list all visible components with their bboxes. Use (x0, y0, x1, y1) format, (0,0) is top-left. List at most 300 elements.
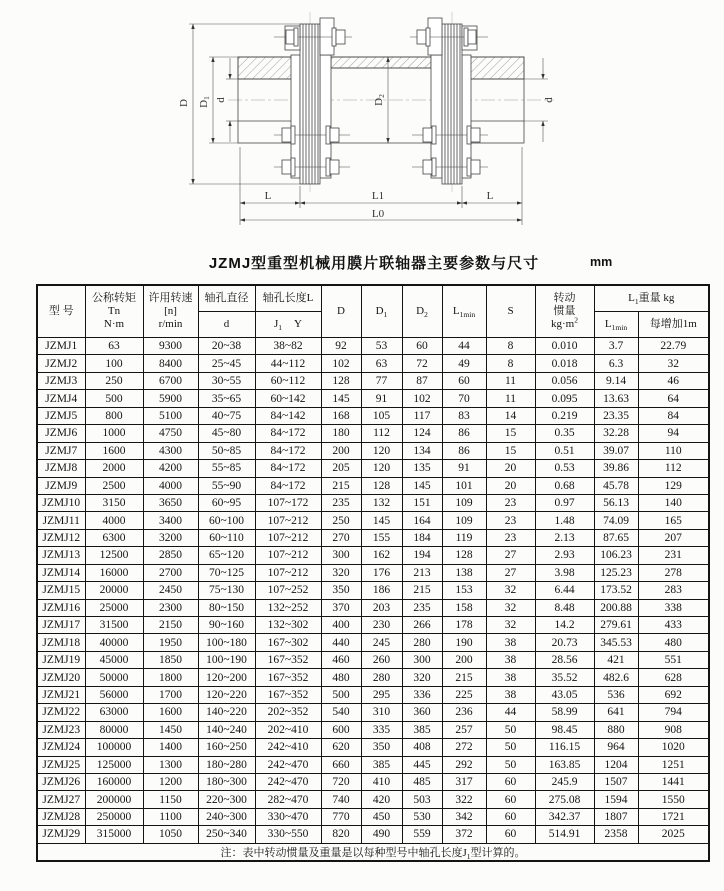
table-row (37, 721, 709, 738)
dim-label-L-right: L (486, 190, 494, 202)
table-cell: 167~352 (255, 651, 321, 668)
table-cell: 300 (321, 547, 361, 564)
table-cell: 1507 (594, 773, 638, 790)
table-cell: 282~470 (255, 791, 321, 808)
table-cell: 1204 (594, 756, 638, 773)
table-cell: 132~302 (255, 617, 321, 634)
table-cell: 266 (402, 617, 442, 634)
table-cell: JZMJ7 (37, 442, 85, 459)
table-cell: 16000 (85, 564, 143, 581)
table-row (37, 372, 709, 389)
table-cell: 350 (361, 739, 402, 756)
table-cell: 207 (638, 529, 709, 546)
table-cell: 3.7 (594, 338, 638, 355)
table-cell: 100000 (85, 739, 143, 756)
table-row (37, 686, 709, 703)
table-cell: 480 (638, 634, 709, 651)
table-cell: 38~82 (255, 338, 321, 355)
col-header-D2: $D_2$ (402, 285, 442, 338)
table-cell: 32.28 (594, 425, 638, 442)
table-cell: 44~112 (255, 355, 321, 372)
table-cell: 60 (486, 773, 535, 790)
table-cell: 167~302 (255, 634, 321, 651)
table-cell: 440 (321, 634, 361, 651)
table-cell: 84~172 (255, 425, 321, 442)
table-row (37, 669, 709, 686)
table-cell: 536 (594, 686, 638, 703)
table-cell: 40~75 (198, 407, 255, 424)
table-cell: 400 (321, 617, 361, 634)
table-cell: 1450 (143, 721, 198, 738)
table-cell: 2.93 (535, 547, 594, 564)
table-cell: 420 (361, 791, 402, 808)
table-cell: JZMJ29 (37, 826, 85, 843)
table-cell: 250 (321, 512, 361, 529)
table-cell: 800 (85, 407, 143, 424)
table-cell: JZMJ15 (37, 582, 85, 599)
spec-table-header (37, 285, 709, 338)
table-cell: 107~172 (255, 494, 321, 511)
table-cell: JZMJ3 (37, 372, 85, 389)
table-cell: 2500 (85, 477, 143, 494)
table-cell: 80000 (85, 721, 143, 738)
col-header-bore-group: 轴孔直径 (198, 285, 255, 312)
table-cell: 167~352 (255, 686, 321, 703)
table-cell: JZMJ12 (37, 529, 85, 546)
table-cell: 77 (361, 372, 402, 389)
table-cell: 322 (442, 791, 486, 808)
table-cell: 245.9 (535, 773, 594, 790)
table-cell: 180 (321, 425, 361, 442)
table-cell: 160~250 (198, 739, 255, 756)
table-cell: 490 (361, 826, 402, 843)
table-cell: 482.6 (594, 669, 638, 686)
table-cell: 242~470 (255, 773, 321, 790)
table-cell: 80~150 (198, 599, 255, 616)
table-cell: 1100 (143, 808, 198, 825)
table-cell: 38 (486, 686, 535, 703)
table-cell: 53 (361, 338, 402, 355)
table-cell: JZMJ4 (37, 390, 85, 407)
table-cell: 110 (638, 442, 709, 459)
table-row (37, 617, 709, 634)
table-cell: 38 (486, 634, 535, 651)
table-cell: 0.51 (535, 442, 594, 459)
table-cell: 5900 (143, 390, 198, 407)
table-cell: 5100 (143, 407, 198, 424)
table-cell: 4200 (143, 460, 198, 477)
table-cell: 30~55 (198, 372, 255, 389)
table-cell: 194 (402, 547, 442, 564)
table-row (37, 564, 709, 581)
col-header-D1: $D_1$ (361, 285, 402, 338)
col-header-J1Y: $J_1$ Y (255, 312, 321, 338)
table-cell: 6.3 (594, 355, 638, 372)
table-cell: 9.14 (594, 372, 638, 389)
table-cell: 60 (402, 338, 442, 355)
table-cell: 8400 (143, 355, 198, 372)
table-cell: 107~252 (255, 582, 321, 599)
dim-label-d-right: d (543, 97, 555, 103)
table-cell: 250000 (85, 808, 143, 825)
table-cell: 372 (442, 826, 486, 843)
table-cell: 91 (361, 390, 402, 407)
dim-label-L1: L1 (371, 190, 385, 202)
table-cell: JZMJ24 (37, 739, 85, 756)
table-cell: 153 (442, 582, 486, 599)
dim-label-D2: D2 (373, 94, 386, 106)
table-cell: 32 (486, 599, 535, 616)
table-cell: 330~550 (255, 826, 321, 843)
table-cell: 100~190 (198, 651, 255, 668)
table-cell: 1600 (143, 704, 198, 721)
table-row (37, 460, 709, 477)
table-cell: 112 (361, 425, 402, 442)
table-cell: 25~45 (198, 355, 255, 372)
table-cell: 231 (638, 547, 709, 564)
table-cell: 60 (486, 808, 535, 825)
table-cell: 1020 (638, 739, 709, 756)
table-cell: 1700 (143, 686, 198, 703)
table-cell: 138 (442, 564, 486, 581)
col-header-length-group: 轴孔长度L (255, 285, 321, 312)
table-cell: 135 (402, 460, 442, 477)
dim-label-L-left: L (264, 190, 272, 202)
table-cell: 90~160 (198, 617, 255, 634)
table-cell: JZMJ22 (37, 704, 85, 721)
table-cell: JZMJ13 (37, 547, 85, 564)
table-cell: 84~172 (255, 477, 321, 494)
table-cell: 107~212 (255, 512, 321, 529)
table-cell: 83 (442, 407, 486, 424)
table-cell: 184 (402, 529, 442, 546)
table-cell: 0.35 (535, 425, 594, 442)
table-cell: JZMJ9 (37, 477, 85, 494)
table-cell: 120~220 (198, 686, 255, 703)
table-cell: 242~410 (255, 739, 321, 756)
table-cell: 180~300 (198, 773, 255, 790)
table-cell: 385 (402, 721, 442, 738)
table-cell: 260 (361, 651, 402, 668)
table-cell: JZMJ20 (37, 669, 85, 686)
table-cell: 125000 (85, 756, 143, 773)
table-cell: 75~130 (198, 582, 255, 599)
table-cell: 14.2 (535, 617, 594, 634)
table-cell: JZMJ2 (37, 355, 85, 372)
table-cell: 107~212 (255, 547, 321, 564)
table-cell: 279.61 (594, 617, 638, 634)
table-cell: 20 (486, 460, 535, 477)
table-cell: 120 (361, 442, 402, 459)
table-cell: 84~142 (255, 407, 321, 424)
table-cell: 360 (402, 704, 442, 721)
table-cell: 1800 (143, 669, 198, 686)
col-header-weight-group: $L_1$重量 kg (594, 285, 709, 312)
table-cell: 1950 (143, 634, 198, 651)
table-cell: 1200 (143, 773, 198, 790)
table-cell: 0.095 (535, 390, 594, 407)
table-row (37, 529, 709, 546)
table-cell: 45000 (85, 651, 143, 668)
table-cell: 140 (638, 494, 709, 511)
table-cell: 74.09 (594, 512, 638, 529)
table-cell: 336 (402, 686, 442, 703)
table-cell: 50 (486, 739, 535, 756)
table-row (37, 442, 709, 459)
table-cell: 272 (442, 739, 486, 756)
table-cell: 4750 (143, 425, 198, 442)
table-cell: 559 (402, 826, 442, 843)
table-cell: 230 (361, 617, 402, 634)
table-cell: 3200 (143, 529, 198, 546)
table-cell: 60 (486, 826, 535, 843)
table-cell: 120~200 (198, 669, 255, 686)
table-cell: 92 (321, 338, 361, 355)
table-cell: 125.23 (594, 564, 638, 581)
table-cell: 0.018 (535, 355, 594, 372)
table-cell: 145 (361, 512, 402, 529)
table-cell: 65~120 (198, 547, 255, 564)
note-row (37, 843, 709, 861)
table-cell: 295 (361, 686, 402, 703)
table-cell: 280 (361, 669, 402, 686)
table-cell: 0.010 (535, 338, 594, 355)
table-cell: 55~85 (198, 460, 255, 477)
table-cell: 60 (486, 791, 535, 808)
table-cell: 155 (361, 529, 402, 546)
table-row (37, 582, 709, 599)
table-cell: 964 (594, 739, 638, 756)
table-cell: 50 (486, 721, 535, 738)
table-cell: 20000 (85, 582, 143, 599)
table-cell: 270 (321, 529, 361, 546)
table-cell: 240~300 (198, 808, 255, 825)
table-cell: 408 (402, 739, 442, 756)
table-cell: 280 (402, 634, 442, 651)
table-cell: JZMJ10 (37, 494, 85, 511)
col-header-weight-L1min: $L_{1min}$ (594, 312, 638, 338)
table-cell: 44 (486, 704, 535, 721)
table-cell: 6700 (143, 372, 198, 389)
table-cell: 540 (321, 704, 361, 721)
table-cell: 9300 (143, 338, 198, 355)
header-row-1 (37, 285, 709, 312)
table-cell: 433 (638, 617, 709, 634)
table-cell: 162 (361, 547, 402, 564)
table-cell: 200 (321, 442, 361, 459)
table-cell: 45~80 (198, 425, 255, 442)
table-cell: 28.56 (535, 651, 594, 668)
table-cell: 3650 (143, 494, 198, 511)
table-cell: 1400 (143, 739, 198, 756)
table-cell: 14 (486, 407, 535, 424)
dim-label-D: D (178, 99, 190, 107)
table-cell: 100~180 (198, 634, 255, 651)
table-cell: 50~85 (198, 442, 255, 459)
table-row (37, 599, 709, 616)
table-cell: JZMJ28 (37, 808, 85, 825)
table-cell: 32 (486, 582, 535, 599)
table-cell: 87.65 (594, 529, 638, 546)
table-cell: 8 (486, 355, 535, 372)
table-cell: 215 (442, 669, 486, 686)
table-cell: 132~252 (255, 599, 321, 616)
table-cell: 500 (85, 390, 143, 407)
table-cell: 3400 (143, 512, 198, 529)
table-cell: 514.91 (535, 826, 594, 843)
unit-label: mm (590, 255, 613, 269)
table-cell: 4000 (143, 477, 198, 494)
table-cell: 94 (638, 425, 709, 442)
table-cell: 128 (321, 372, 361, 389)
table-row (37, 338, 709, 355)
table-cell: 23 (486, 494, 535, 511)
table-cell: 20.73 (535, 634, 594, 651)
table-row (37, 808, 709, 825)
table-cell: 105 (361, 407, 402, 424)
table-cell: 38 (486, 651, 535, 668)
table-cell: 27 (486, 564, 535, 581)
table-cell: 39.07 (594, 442, 638, 459)
table-cell: 620 (321, 739, 361, 756)
table-cell: 235 (402, 599, 442, 616)
table-cell: 720 (321, 773, 361, 790)
table-cell: 300 (402, 651, 442, 668)
table-cell: JZMJ5 (37, 407, 85, 424)
table-cell: 11 (486, 372, 535, 389)
table-cell: 278 (638, 564, 709, 581)
table-cell: 72 (402, 355, 442, 372)
table-cell: 55~90 (198, 477, 255, 494)
table-cell: 200 (442, 651, 486, 668)
table-cell: JZMJ8 (37, 460, 85, 477)
table-row (37, 826, 709, 843)
col-header-S: S (486, 285, 535, 338)
table-cell: 84 (638, 407, 709, 424)
table-cell: 31500 (85, 617, 143, 634)
table-cell: 1251 (638, 756, 709, 773)
table-row (37, 407, 709, 424)
table-cell: 242~470 (255, 756, 321, 773)
table-cell: 145 (402, 477, 442, 494)
table-cell: 40000 (85, 634, 143, 651)
table-cell: 770 (321, 808, 361, 825)
table-cell: 38 (486, 669, 535, 686)
table-cell: 551 (638, 651, 709, 668)
spec-table-footer (37, 843, 709, 861)
table-cell: 250~340 (198, 826, 255, 843)
table-cell: 1.48 (535, 512, 594, 529)
table-cell: 0.219 (535, 407, 594, 424)
table-cell: 628 (638, 669, 709, 686)
table-cell: 158 (442, 599, 486, 616)
table-cell: 176 (361, 564, 402, 581)
table-cell: 116.15 (535, 739, 594, 756)
table-cell: 86 (442, 425, 486, 442)
table-cell: 1807 (594, 808, 638, 825)
coupling-body (228, 12, 554, 192)
table-cell: 1441 (638, 773, 709, 790)
table-cell: JZMJ25 (37, 756, 85, 773)
table-row (37, 355, 709, 372)
col-header-inertia: 转动 惯量 $kg\cdot m^2$ (535, 285, 594, 338)
table-cell: JZMJ1 (37, 338, 85, 355)
table-cell: 203 (361, 599, 402, 616)
table-cell: JZMJ26 (37, 773, 85, 790)
table-cell: 2850 (143, 547, 198, 564)
table-cell: 2025 (638, 826, 709, 843)
table-cell: 32 (486, 617, 535, 634)
table-cell: 2450 (143, 582, 198, 599)
table-row (37, 390, 709, 407)
table-cell: 50 (486, 756, 535, 773)
table-cell: 1300 (143, 756, 198, 773)
table-cell: 335 (361, 721, 402, 738)
table-cell: 27 (486, 547, 535, 564)
table-cell: 164 (402, 512, 442, 529)
table-cell: 107~212 (255, 564, 321, 581)
table-cell: 60~100 (198, 512, 255, 529)
table-cell: 60~112 (255, 372, 321, 389)
table-cell: 1000 (85, 425, 143, 442)
table-cell: 165 (638, 512, 709, 529)
table-cell: 0.53 (535, 460, 594, 477)
col-header-model: 型 号 (37, 285, 85, 338)
table-cell: 2.13 (535, 529, 594, 546)
table-cell: 410 (361, 773, 402, 790)
table-cell: 310 (361, 704, 402, 721)
table-row (37, 634, 709, 651)
table-cell: 485 (402, 773, 442, 790)
table-cell: 342.37 (535, 808, 594, 825)
table-cell: 60~142 (255, 390, 321, 407)
table-cell: 2700 (143, 564, 198, 581)
table-cell: 23 (486, 529, 535, 546)
table-cell: 692 (638, 686, 709, 703)
table-cell: 32 (638, 355, 709, 372)
table-cell: 12500 (85, 547, 143, 564)
table-cell: 4000 (85, 512, 143, 529)
table-cell: 6.44 (535, 582, 594, 599)
table-cell: 202~352 (255, 704, 321, 721)
table-cell: 503 (402, 791, 442, 808)
table-cell: JZMJ14 (37, 564, 85, 581)
table-cell: 109 (442, 494, 486, 511)
table-cell: 56.13 (594, 494, 638, 511)
table-cell: 98.45 (535, 721, 594, 738)
table-cell: 56000 (85, 686, 143, 703)
table-cell: 25000 (85, 599, 143, 616)
table-cell: 50000 (85, 669, 143, 686)
table-cell: 245 (361, 634, 402, 651)
col-header-speed: 许用转速 [n] r/min (143, 285, 198, 338)
dimension-lines (189, 24, 548, 225)
table-cell: JZMJ11 (37, 512, 85, 529)
table-cell: 8 (486, 338, 535, 355)
table-cell: 338 (638, 599, 709, 616)
col-header-D: D (321, 285, 361, 338)
table-cell: 167~352 (255, 669, 321, 686)
table-cell: 60~110 (198, 529, 255, 546)
table-cell: 168 (321, 407, 361, 424)
table-cell: 58.99 (535, 704, 594, 721)
table-cell: 23 (486, 512, 535, 529)
table-cell: 151 (402, 494, 442, 511)
table-cell: 370 (321, 599, 361, 616)
table-cell: 460 (321, 651, 361, 668)
table-cell: JZMJ21 (37, 686, 85, 703)
table-cell: 173.52 (594, 582, 638, 599)
